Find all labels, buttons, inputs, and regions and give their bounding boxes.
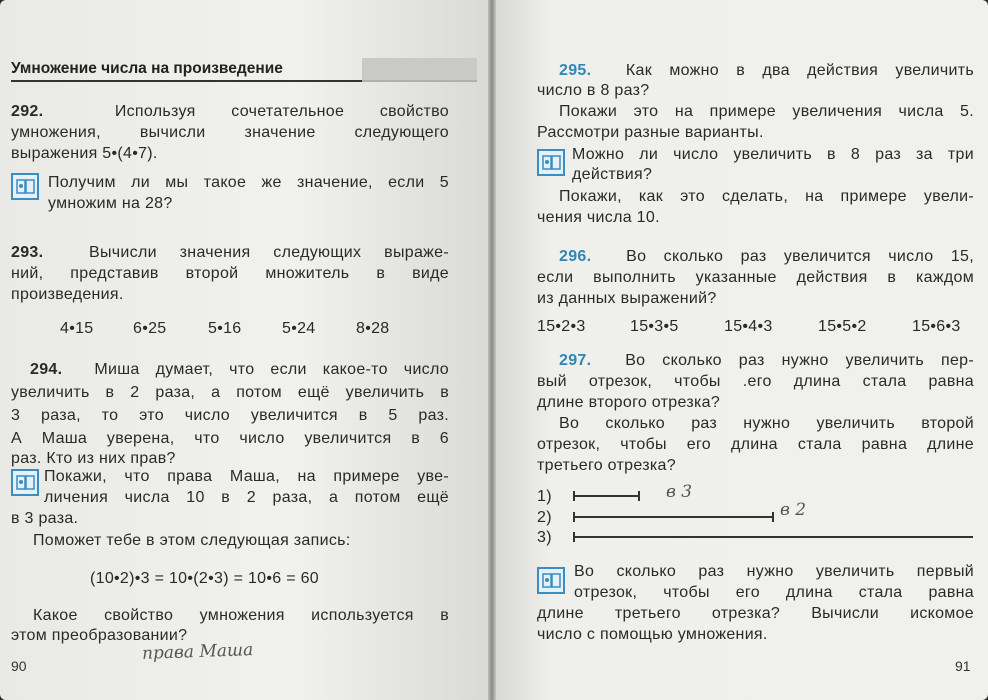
expr-296-3: 15•4•3 xyxy=(724,318,773,335)
task-296-line-3: из данных выражений? xyxy=(537,290,717,307)
header-bar-decoration xyxy=(362,58,477,82)
task-294-line-3: 3 раза, то это число увеличится в 5 раз. xyxy=(11,407,449,424)
task-294-number: 294. xyxy=(30,361,63,378)
segment-1-tick-end xyxy=(638,491,640,501)
segment-3-label: 3) xyxy=(537,529,552,546)
task-296-line-2: если выполнить указанные действия в каждом xyxy=(537,269,974,286)
task-297-line-5: отрезок, чтобы его длина стала равна длине xyxy=(537,436,974,453)
task-292-line-2: умножения, вычисли значение следующего xyxy=(11,124,449,141)
task-295-number: 295. xyxy=(559,62,592,79)
segment-3-line xyxy=(573,536,973,538)
task-296-number: 296. xyxy=(559,248,592,265)
book-question-icon xyxy=(537,567,565,594)
book-question-icon xyxy=(11,469,39,496)
segment-2-handwriting: в 2 xyxy=(780,500,807,520)
expr-293-4: 5•24 xyxy=(282,320,316,337)
expr-293-3: 5•16 xyxy=(208,320,242,337)
task-297-question-1: Во сколько раз нужно увеличить первый xyxy=(574,563,974,580)
task-292-question-1: Получим ли мы такое же значение, если 5 xyxy=(48,174,449,191)
task-295-text: Как можно в два действия увеличить xyxy=(625,62,974,79)
expr-296-4: 15•5•2 xyxy=(818,318,867,335)
task-292-question-2: умножим на 28? xyxy=(48,195,173,212)
task-294-question-2: этом преобразовании? xyxy=(11,627,188,644)
task-293-text: Вычисли значения следующих выраже- xyxy=(89,244,449,261)
task-293-line-2: ний, представив второй множитель в виде xyxy=(11,265,449,282)
task-295-line-3: Покажи это на примере увеличения числа 5. xyxy=(559,103,974,120)
task-295-line-5: Покажи, как это сделать, на примере увели- xyxy=(559,188,974,205)
task-292-text: Используя сочетательное свойство xyxy=(114,103,449,120)
task-296-line-1 xyxy=(559,246,974,267)
task-297-line-6: третьего отрезка? xyxy=(537,457,676,474)
page-number-right: 91 xyxy=(955,658,971,674)
book-question-icon xyxy=(537,149,565,176)
task-297-line-2: вый отрезок, чтобы .его длина стала равна xyxy=(537,373,974,390)
task-294-line-4: А Маша уверена, что число увеличится в 6 xyxy=(11,430,449,447)
expr-293-2: 6•25 xyxy=(133,320,167,337)
task-294-show-1: Покажи, что права Маша, на примере уве- xyxy=(44,468,449,485)
task-295-line-6: чения числа 10. xyxy=(537,209,660,226)
task-297-text: Во сколько раз нужно увеличить пер- xyxy=(625,352,974,369)
task-297-line-3: длине второго отрезка? xyxy=(537,394,721,411)
handwritten-answer: права Маша xyxy=(141,640,254,664)
segment-2-label: 2) xyxy=(537,509,552,526)
segment-1-line xyxy=(573,495,639,497)
segment-2-line xyxy=(573,516,773,518)
segment-1-label: 1) xyxy=(537,488,552,505)
expr-296-5: 15•6•3 xyxy=(912,318,961,335)
section-header xyxy=(11,58,363,82)
task-297-line-4: Во сколько раз нужно увеличить второй xyxy=(559,415,974,432)
expr-293-1: 4•15 xyxy=(60,320,94,337)
task-294-line-5: раз. Кто из них прав? xyxy=(11,450,176,467)
segment-1-handwriting: в 3 xyxy=(666,482,693,502)
expr-296-2: 15•3•5 xyxy=(630,318,679,335)
task-294-text: Миша думает, что если какое-то число xyxy=(94,361,449,378)
task-294-line-2: увеличить в 2 раза, а потом ещё увеличить в xyxy=(11,384,449,401)
section-title: Умножение числа на произведение xyxy=(11,60,283,77)
task-294-formula: (10•2)•3 = 10•(2•3) = 10•6 = 60 xyxy=(90,570,320,587)
task-297-question-3: длине третьего отрезка? Вычисли искомое xyxy=(537,605,974,622)
task-295-line-4: Рассмотри разные варианты. xyxy=(537,124,764,141)
task-292-number: 292. xyxy=(11,103,44,120)
task-295-line-1 xyxy=(559,60,974,81)
task-292-line-1 xyxy=(11,101,449,122)
task-294-show-3: в 3 раза. xyxy=(11,510,79,527)
task-297-question-4: число с помощью умножения. xyxy=(537,626,768,643)
task-297-line-1 xyxy=(559,350,974,371)
task-293-number: 293. xyxy=(11,244,44,261)
task-296-text: Во сколько раз увеличится число 15, xyxy=(626,248,974,265)
task-293-line-1 xyxy=(11,242,449,263)
task-294-question-1: Какое свойство умножения используется в xyxy=(33,607,449,624)
task-294-line-1 xyxy=(30,359,449,380)
task-297-number: 297. xyxy=(559,352,592,369)
task-294-show-2: личения числа 10 в 2 раза, а потом ещё xyxy=(44,489,449,506)
task-297-question-2: отрезок, чтобы его длина стала равна xyxy=(574,584,974,601)
expr-296-1: 15•2•3 xyxy=(537,318,586,335)
book-question-icon xyxy=(11,173,39,200)
segment-2-tick-end xyxy=(772,512,774,522)
task-295-question-1: Можно ли число увеличить в 8 раз за три xyxy=(572,146,974,163)
task-292-line-3: выражения 5•(4•7). xyxy=(11,145,158,162)
expr-293-5: 8•28 xyxy=(356,320,390,337)
page-number-left: 90 xyxy=(11,658,27,674)
book-spine xyxy=(488,0,496,700)
task-295-question-2: действия? xyxy=(572,166,653,183)
task-293-line-3: произведения. xyxy=(11,286,124,303)
task-295-line-2: число в 8 раз? xyxy=(537,82,650,99)
task-294-help: Поможет тебе в этом следующая запись: xyxy=(33,532,351,549)
